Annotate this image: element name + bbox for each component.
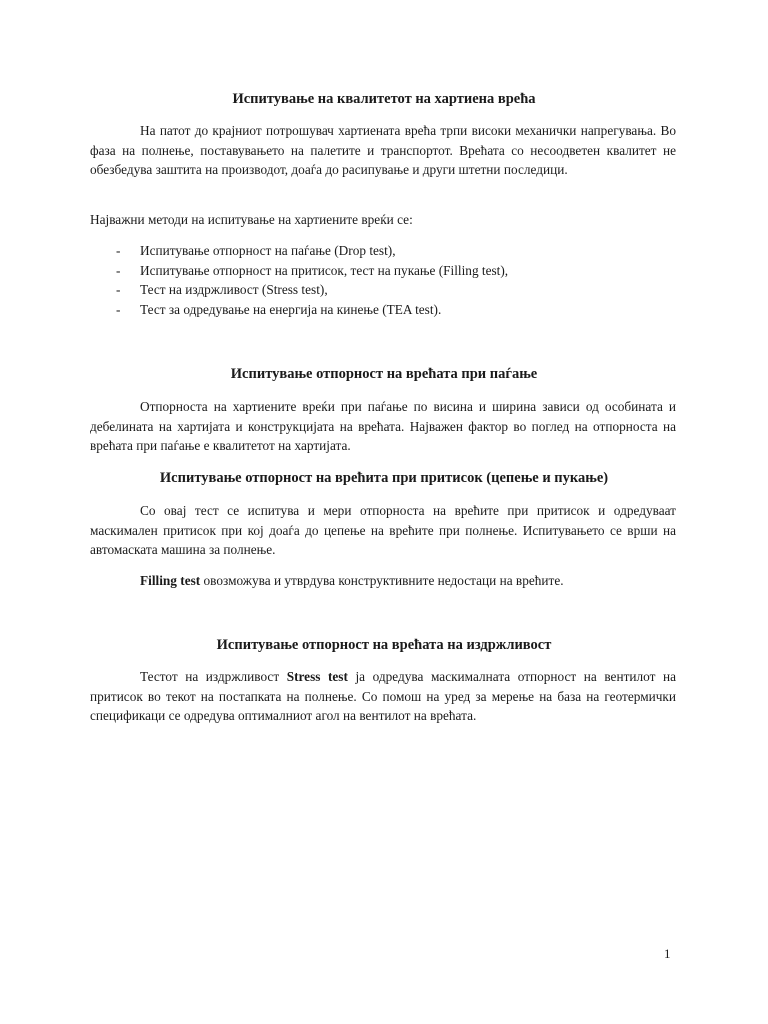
- list-item: - Испитување отпорност на притисок, тест на пукање (Filling test),: [90, 261, 676, 281]
- dash-bullet: -: [116, 243, 121, 258]
- filling-test-term: Filling test: [140, 573, 201, 588]
- paragraph-methods-intro: Најважни методи на испитување на хартиените вреќи се:: [90, 212, 413, 227]
- list-item: - Испитување отпорност на паѓање (Drop test),: [90, 241, 676, 261]
- paragraph-drop: Отпорноста на хартиените вреќи при паѓање по висина и ширина зависи од особината и дебелината на хартијата и конструкцијата на врећата. Најважен фактор во поглед на отпорноста на врећата при паѓање е квалитетот на хартијата.: [90, 399, 676, 453]
- section-heading-pressure: Испитување отпорност на врећита при притисок (цепење и пукање): [159, 470, 609, 486]
- list-item: - Тест за одредување на енергија на кинење (TEA test).: [90, 300, 676, 320]
- paragraph-intro: На патот до крајниот потрошувач хартиената врећа трпи високи механички напрегувања. Во фаза на полнење, поставувањето на палетите и транспортот. Врећата со несоодветен квалитет не обезбедува заштита на производот, доаѓа до расипување и други штетни последици.: [90, 123, 676, 177]
- section-heading-stress: Испитување отпорност на врећата на издржливост: [216, 637, 552, 653]
- dash-bullet: -: [116, 301, 121, 317]
- paragraph-pressure: Со овај тест се испитува и мери отпорноста на врећите при притисок и одредуваат маскимален притисок при кој доаѓа до цепење на врећите при полнење. Испитувањето се врши на автомаската машина за полнење.: [90, 503, 676, 557]
- list-item: - Тест на издржливост (Stress test),: [90, 280, 676, 300]
- paragraph-filling-test: Filling test овозможува и утврдува конструктивните недостаци на врећите.: [140, 573, 564, 588]
- stress-test-term: Stress test: [286, 669, 348, 684]
- section-heading-drop: Испитување отпорност на врећата при паѓање: [230, 366, 538, 382]
- dash-bullet: -: [116, 282, 121, 297]
- paragraph-stress: Тестот на издржливост Stress test ја одредува маскималната отпорност на вентилот на притисок во текот на постапката на полнење. Со помош на уред за мерење на база на геотермички спецификаци се одредува оптималниот агол на вентилот на врећата.: [90, 669, 676, 723]
- methods-list: [90, 241, 676, 319]
- page-number: 1: [664, 946, 671, 961]
- section-heading-quality: Испитување на квалитетот на хартиена врећа: [232, 91, 536, 107]
- dash-bullet: -: [116, 262, 121, 278]
